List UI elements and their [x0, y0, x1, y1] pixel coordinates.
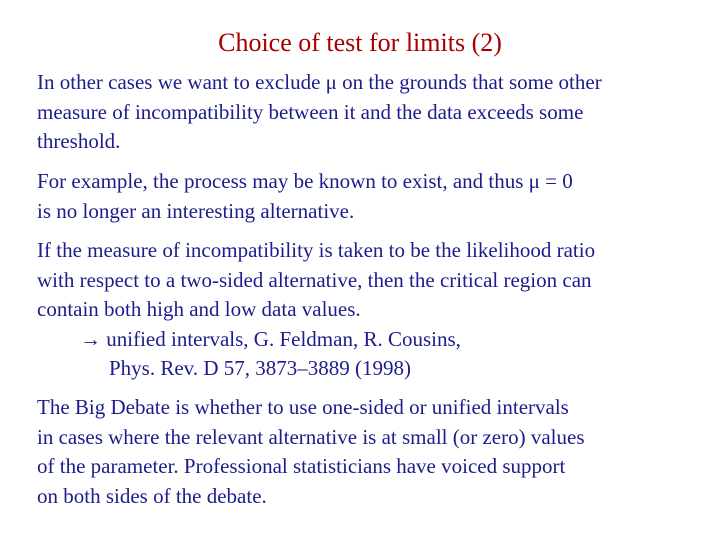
text-line: of the parameter. Professional statisticians have voiced support	[37, 454, 566, 478]
reference-citation: Phys. Rev. D 57, 3873–3889 (1998)	[109, 356, 411, 380]
paragraph-exclusion-criteria	[37, 68, 602, 157]
text-line: If the measure of incompatibility is taken to be the likelihood ratio	[37, 238, 596, 262]
text-line: The Big Debate is whether to use one-sided or unified intervals	[37, 395, 569, 419]
paragraph-example	[37, 167, 573, 226]
text-line: In other cases we want to exclude μ on the grounds that some other	[37, 70, 602, 94]
paragraph-likelihood-ratio	[37, 236, 595, 384]
text-line: on both sides of the debate.	[37, 483, 267, 508]
text-line: with respect to a two-sided alternative, then the critical region can	[37, 267, 592, 292]
text-line: measure of incompatibility between it and the data exceeds some	[37, 99, 584, 124]
text-line: contain both high and low data values.	[37, 297, 361, 321]
text-line: is no longer an interesting alternative.	[37, 198, 355, 223]
reference-unified-intervals: → unified intervals, G. Feldman, R. Cousins,	[80, 326, 461, 351]
slide-title: Choice of test for limits (2)	[218, 28, 502, 57]
text-line: For example, the process may be known to exist, and thus μ = 0	[37, 169, 573, 193]
text-line: threshold.	[37, 129, 121, 153]
text-line: in cases where the relevant alternative is at small (or zero) values	[37, 424, 585, 449]
paragraph-big-debate	[37, 393, 585, 511]
